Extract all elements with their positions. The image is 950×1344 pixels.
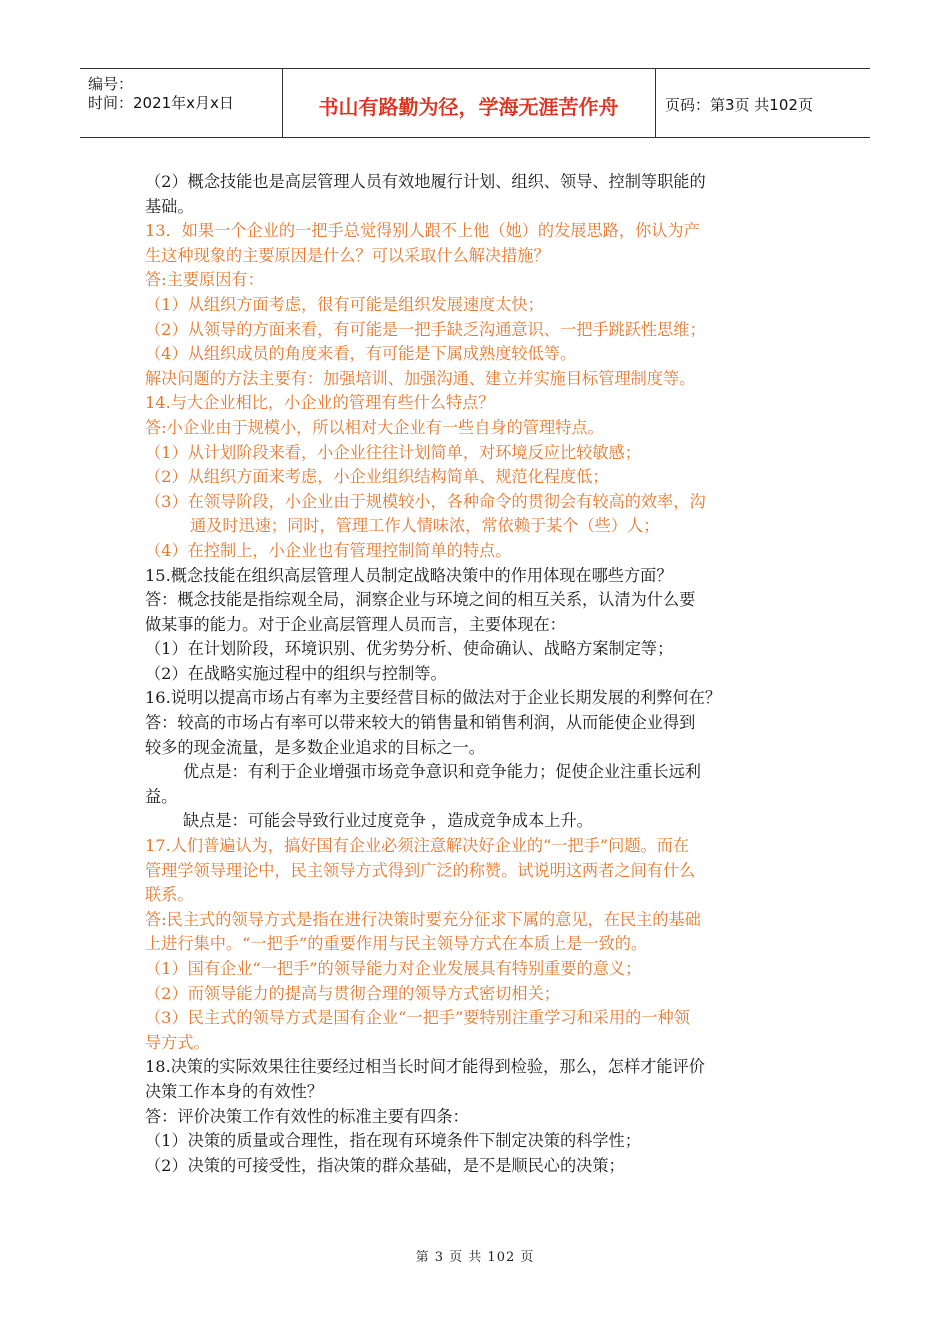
text-line: 缺点是：可能会导致行业过度竞争 ，造成竞争成本上升。 <box>183 811 593 831</box>
text-line: （1）国有企业“一把手”的领导能力对企业发展具有特别重要的意义； <box>145 959 642 978</box>
text-line: 15.概念技能在组织高层管理人员制定战略决策中的作用体现在哪些方面？ <box>145 565 673 585</box>
text-line: （1）决策的质量或合理性，指在现有环境条件下制定决策的科学性； <box>145 1131 641 1151</box>
text-line: （1）从计划阶段来看，小企业往往计划简单，对环境反应比较敏感； <box>145 442 641 462</box>
text-line: （1）从组织方面考虑，很有可能是组织发展速度太快； <box>145 294 544 314</box>
time-label: 时间：2021年x月x日 <box>88 94 234 112</box>
text-line: 优点是：有利于企业增强市场竞争意识和竞争能力；促使企业注重长远利 <box>183 762 701 782</box>
text-line: 14.与大企业相比，小企业的管理有些什么特点？ <box>145 393 495 413</box>
text-line: 上进行集中。“一把手”的重要作用与民主领导方式在本质上是一致的。 <box>145 934 648 954</box>
text-line: 益。 <box>145 786 178 806</box>
text-line: （3）在领导阶段，小企业由于规模较小，各种命令的贯彻会有较高的效率，沟 <box>145 491 706 511</box>
text-line: 答：概念技能是指综观全局，洞察企业与环境之间的相互关系，认清为什么要 <box>145 590 696 610</box>
text-line: 管理学领导理论中，民主领导方式得到广泛的称赞。试说明这两者之间有什么 <box>145 860 696 880</box>
header-meta-cell <box>80 69 283 137</box>
text-line: 解决问题的方法主要有：加强培训、加强沟通、建立并实施目标管理制度等。 <box>145 368 696 388</box>
text-line: 18.决策的实际效果往往要经过相当长时间才能得到检验，那么，怎样才能评价 <box>145 1057 705 1077</box>
text-line: （2）而领导能力的提高与贯彻合理的领导方式密切相关； <box>145 983 560 1003</box>
text-line: （3）民主式的领导方式是国有企业“一把手”要特别注重学习和采用的一种领 <box>145 1008 690 1028</box>
text-line: （2）概念技能也是高层管理人员有效地履行计划、组织、领导、控制等职能的 <box>145 172 706 191</box>
page-footer: 第 3 页 共 102 页 <box>415 1250 535 1265</box>
text-line: （2）决策的可接受性，指决策的群众基础，是不是顺民心的决策； <box>145 1155 625 1175</box>
text-line: 16.说明以提高市场占有率为主要经营目标的做法对于企业长期发展的利弊何在？ <box>145 688 722 708</box>
serial-label: 编号： <box>88 75 134 93</box>
text-line: 基础。 <box>145 196 194 216</box>
text-line: 13．如果一个企业的一把手总觉得别人跟不上他（她）的发展思路，你认为产 <box>145 221 700 241</box>
text-line: （2）从组织方面来考虑，小企业组织结构简单、规范化程度低； <box>145 467 609 487</box>
text-line: 生这种现象的主要原因是什么？可以采取什么解决措施？ <box>145 245 550 265</box>
text-line: （4）在控制上，小企业也有管理控制简单的特点。 <box>145 540 512 560</box>
text-line: 答：评价决策工作有效性的标准主要有四条： <box>145 1106 469 1126</box>
text-line: 答:小企业由于规模小，所以相对大企业有一些自身的管理特点。 <box>145 417 604 437</box>
text-line: 通及时迅速；同时，管理工作人情味浓，常依赖于某个（些）人； <box>190 516 660 536</box>
text-line: 答:主要原因有： <box>145 270 264 290</box>
page-header <box>80 68 870 138</box>
header-page-cell <box>655 69 870 137</box>
text-line: （4）从组织成员的角度来看，有可能是下属成熟度较低等。 <box>145 344 577 364</box>
page-info: 页码：第3页 共102页 <box>665 96 813 114</box>
text-line: 较多的现金流量，是多数企业追求的目标之一。 <box>145 737 485 757</box>
text-line: （1）在计划阶段，环境识别、优劣势分析、使命确认、战略方案制定等； <box>145 639 674 659</box>
text-line: 导方式。 <box>145 1032 210 1052</box>
text-line: 17.人们普遍认为，搞好国有企业必须注意解决好企业的“一把手”问题。而在 <box>145 836 690 856</box>
header-motto-cell <box>282 69 656 137</box>
text-line: 答:民主式的领导方式是指在进行决策时要充分征求下属的意见，在民主的基础 <box>145 909 701 929</box>
text-line: 做某事的能力。对于企业高层管理人员而言，主要体现在： <box>145 614 566 634</box>
text-line: 联系。 <box>145 885 194 905</box>
document-body <box>145 170 815 1178</box>
text-line: 决策工作本身的有效性？ <box>145 1081 324 1101</box>
motto-text: 书山有路勤为径，学海无涯苦作舟 <box>318 95 619 119</box>
text-line: （2）在战略实施过程中的组织与控制等。 <box>145 663 447 683</box>
text-line: 答：较高的市场占有率可以带来较大的销售量和销售利润，从而能使企业得到 <box>145 713 696 733</box>
text-line: （2）从领导的方面来看，有可能是一把手缺乏沟通意识、一把手跳跃性思维； <box>145 319 706 339</box>
